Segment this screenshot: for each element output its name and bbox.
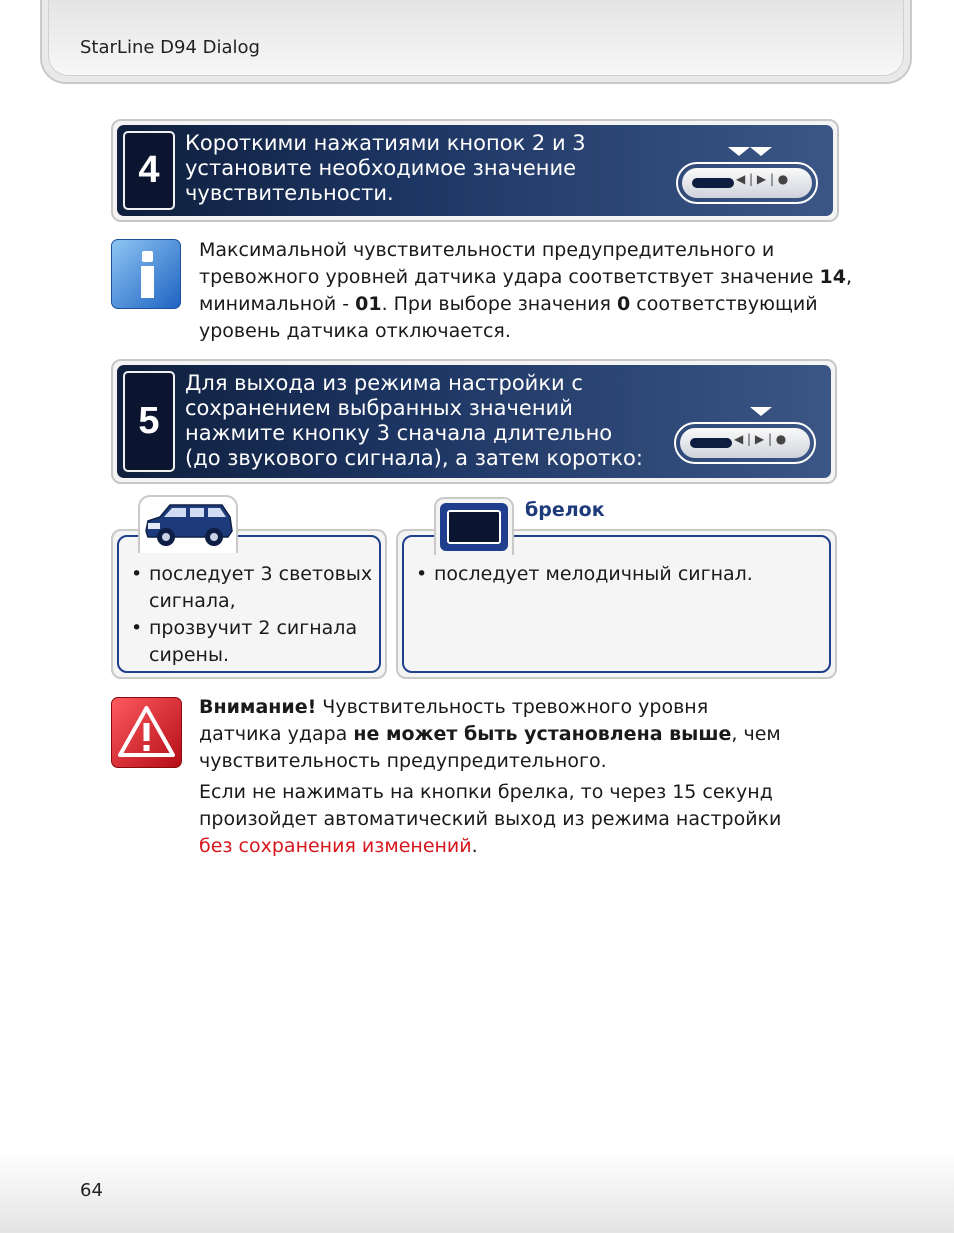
warning-title: Внимание! — [199, 696, 317, 718]
step-4-line-3: чувствительности. — [185, 181, 394, 205]
document-title: StarLine D94 Dialog — [80, 37, 260, 58]
step-5-panel — [111, 359, 837, 484]
step-5-text — [185, 371, 643, 471]
info-icon-dot — [142, 251, 153, 262]
info-line-3-mid: . При выборе значения — [381, 293, 618, 315]
timeout-text — [199, 779, 781, 860]
step-4-line-2: установите необходимое значение — [185, 156, 577, 180]
info-icon — [111, 239, 181, 309]
step-4-background — [117, 125, 833, 216]
step-5-line-3: нажмите кнопку 3 сначала длительно — [185, 421, 613, 445]
info-line-1: Максимальной чувствительности предупредительного и — [199, 239, 775, 261]
step-4-text — [185, 131, 586, 206]
warning-text — [199, 694, 781, 775]
short-press-arrow-icon — [728, 147, 750, 156]
keyfob-icon — [676, 162, 818, 204]
warning-line-2 — [199, 721, 781, 748]
warning-line-2-end: , чем — [731, 723, 781, 745]
keyfob-buttons: ◀ | ▶ | ● — [736, 172, 789, 186]
step-4-line-1: Короткими нажатиями кнопок 2 и 3 — [185, 131, 586, 155]
list-item-text: сигнала, — [149, 590, 236, 612]
keyfob-body — [682, 168, 812, 198]
info-line-2-comma: , — [845, 266, 852, 288]
info-line-3-text: минимальной - — [199, 293, 356, 315]
info-line-3 — [199, 291, 852, 318]
keyfob-screen — [447, 510, 501, 544]
timeout-red-text: без сохранения изменений — [199, 835, 472, 857]
car-result-list — [131, 561, 372, 669]
car-result-frame — [117, 535, 381, 673]
info-icon-bar — [141, 266, 154, 298]
keyfob-slot — [692, 178, 734, 188]
keyfob-result-list — [416, 561, 753, 588]
keyfob-icon — [674, 422, 816, 464]
info-off-value: 0 — [617, 293, 631, 315]
page-number: 64 — [80, 1180, 103, 1201]
step-4-number: 4 — [123, 131, 175, 210]
list-item-text: прозвучит 2 сигнала — [149, 617, 358, 639]
keyfob-slot — [690, 438, 732, 448]
car-icon — [140, 497, 236, 553]
warning-line-1 — [199, 694, 781, 721]
info-text — [199, 237, 852, 345]
keyfob-body — [680, 428, 810, 458]
step-5-number: 5 — [123, 371, 175, 472]
list-item — [416, 561, 753, 588]
info-line-3-end: соответствующий — [630, 293, 818, 315]
warning-line-1-text: Чувствительность тревожного уровня — [316, 696, 709, 718]
press-arrow-icon — [750, 407, 772, 416]
list-item — [131, 561, 372, 615]
keyfob-badge — [434, 497, 514, 555]
info-line-2-text: тревожного уровней датчика удара соответствует значение — [199, 266, 820, 288]
warning-icon — [111, 697, 182, 768]
page-footer — [0, 1150, 954, 1233]
step-5-line-4: (до звукового сигнала), а затем коротко: — [185, 446, 643, 470]
warning-line-3: чувствительность предупредительного. — [199, 750, 607, 772]
warning-emphasis: не может быть установлена выше — [353, 723, 732, 745]
step-5-line-2: сохранением выбранных значений — [185, 396, 573, 420]
short-press-arrow-icon — [750, 147, 772, 156]
timeout-period: . — [471, 835, 478, 857]
info-min-value: 01 — [355, 293, 382, 315]
list-item-text: сирены. — [149, 644, 230, 666]
list-item — [131, 615, 372, 669]
warning-line-2-text: датчика удара — [199, 723, 354, 745]
info-line-2 — [199, 264, 852, 291]
keyfob-buttons: ◀ | ▶ | ● — [734, 432, 787, 446]
info-line-4: уровень датчика отключается. — [199, 320, 511, 342]
step-5-line-1: Для выхода из режима настройки с — [185, 371, 583, 395]
keyfob-icon — [440, 503, 508, 551]
timeout-line-2: произойдет автоматический выход из режима настройки — [199, 808, 782, 830]
car-badge — [138, 495, 238, 553]
list-item-text: последует мелодичный сигнал. — [434, 563, 753, 585]
list-item-text: последует 3 световых — [149, 563, 373, 585]
warning-triangle — [112, 698, 181, 767]
timeout-line-3 — [199, 833, 781, 860]
step-4-panel — [111, 119, 839, 222]
keyfob-label: брелок — [525, 499, 605, 521]
info-max-value: 14 — [819, 266, 846, 288]
timeout-line-1: Если не нажимать на кнопки брелка, то через 15 секунд — [199, 781, 773, 803]
keyfob-result-frame — [402, 535, 831, 673]
step-5-background — [117, 365, 831, 478]
